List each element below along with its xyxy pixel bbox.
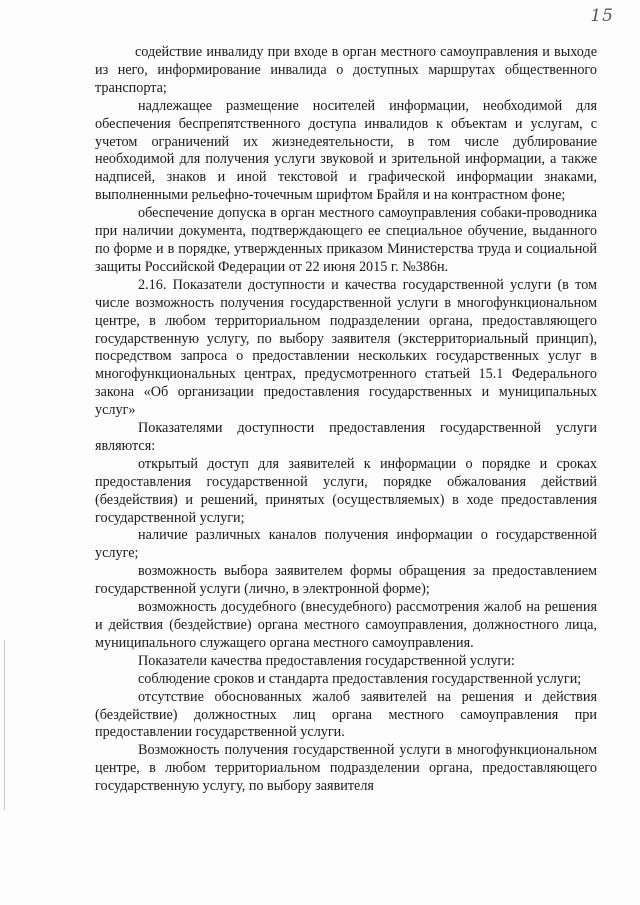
paragraph: Показателями доступности предоставления государственной услуги являются: (95, 420, 597, 454)
list-item: открытый доступ для заявителей к информации о порядке и сроках предоставления государственной услуги, порядке обжалования действий (бездействия) и решений, принятых (осуществляемых) в ходе предоставления государственной услуги; (95, 455, 597, 526)
list-item: наличие различных каналов получения информации о государственной услуге; (95, 527, 597, 562)
paragraph: содействие инвалиду при входе в орган местного самоуправления и выходе из него, информирование инвалида о доступных маршрутах общественного транспорта; (95, 44, 597, 96)
list-item: возможность досудебного (внесудебного) рассмотрения жалоб на решения и действия (бездействие) органа местного самоуправления, должностного лица, муниципального служащего органа местного самоуправления. (95, 599, 597, 651)
section-2-16-paragraph: 2.16. Показатели доступности и качества государственной услуги (в том числе возможность получения государственной услуги в многофункциональном центре, в любом территориальном подразделении органа, предоставляющего государственную услугу, по выбору заявителя (экстерриториальный принцип), посредством запроса о предоставлении нескольких государственных услуг в многофункциональных центрах, предусмотренного статьей 15.1 Федерального закона «Об организации предоставления государственных и муниципальных услуг» (95, 276, 597, 419)
document-body (95, 44, 597, 796)
list-item: возможность выбора заявителем формы обращения за предоставлением государственной услуги (лично, в электронной форме); (95, 563, 597, 598)
paragraph: Возможность получения государственной услуги в многофункциональном центре, в любом территориальном подразделении органа, предоставляющего государственную услугу, по выбору заявителя (95, 742, 597, 795)
list-item: отсутствие обоснованных жалоб заявителей на решения и действия (бездействие) должностных лиц органа местного самоуправления при предоставлении государственной услуги. (95, 688, 597, 741)
page-number: 15 (590, 6, 614, 26)
scan-margin-mark (4, 640, 5, 810)
paragraph: Показатели качества предоставления государственной услуги: (138, 652, 515, 669)
paragraph: надлежащее размещение носителей информации, необходимой для обеспечения беспрепятственного доступа инвалидов к объектам и услугам, с учетом ограничений их жизнедеятельности, в том числе дублирование необходимой для получения услуги звуковой и зрительной информации, а также надписей, знаков и иной текстовой и графической информации знаками, выполненными рельефно-точечным шрифтом Брайля и на контрастном фоне; (95, 97, 597, 204)
paragraph: обеспечение допуска в орган местного самоуправления собаки-проводника при наличии документа, подтверждающего ее специальное обучение, выданного по форме и в порядке, утвержденных приказом Министерства труда и социальной защиты Российской Федерации от 22 июня 2015 г. №386н. (95, 205, 597, 275)
list-item: соблюдение сроков и стандарта предоставления государственной услуги; (138, 670, 582, 687)
